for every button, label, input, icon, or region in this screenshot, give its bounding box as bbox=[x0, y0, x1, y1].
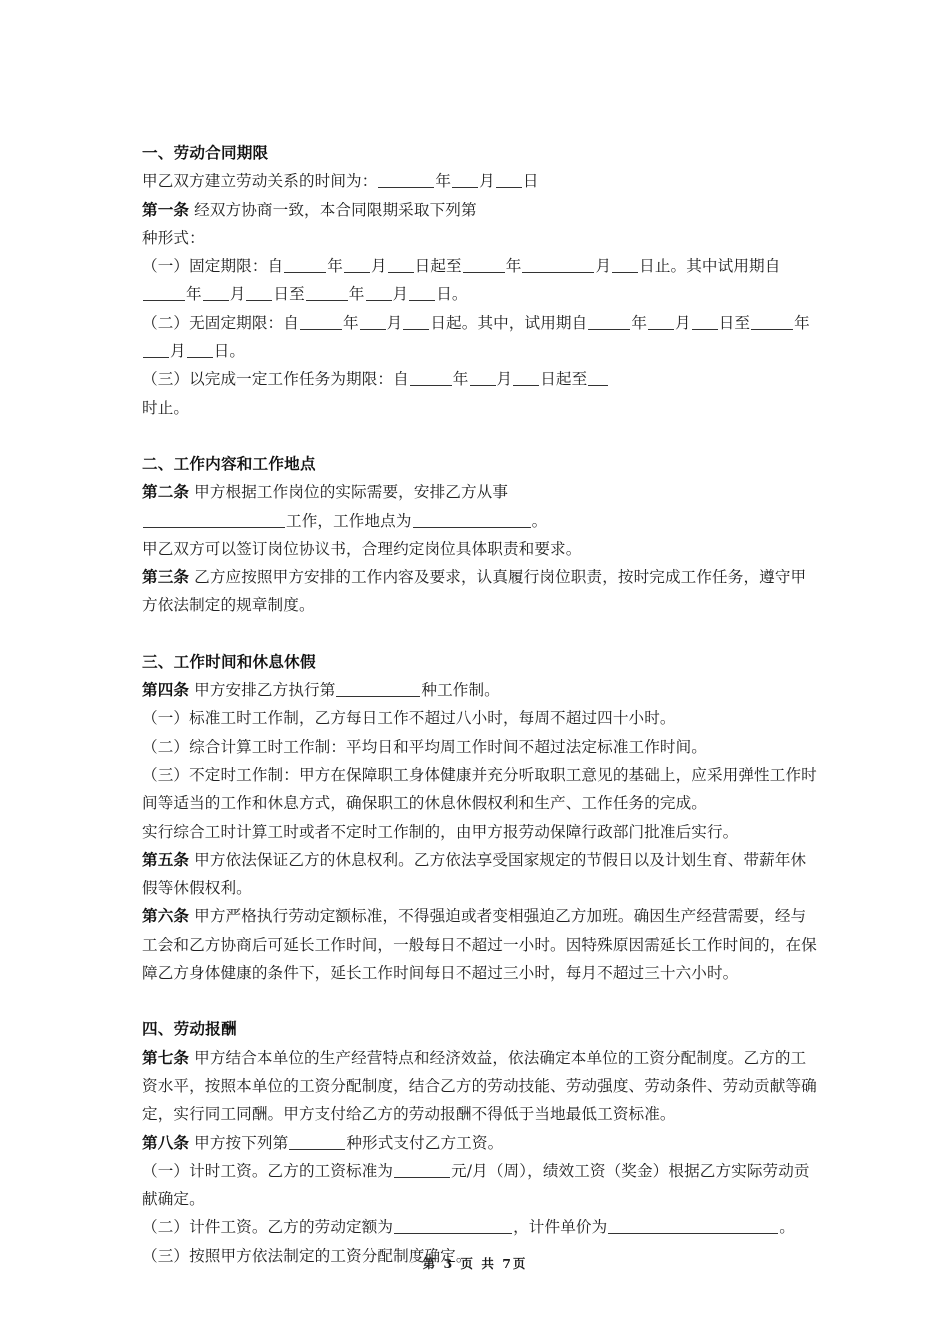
unit-month: 月 bbox=[229, 285, 246, 304]
text-run: 甲方根据工作岗位的实际需要，安排乙方从事 bbox=[194, 483, 509, 502]
document-body bbox=[142, 139, 818, 1270]
unit-year: 年 bbox=[505, 257, 522, 276]
unit-month: 月 bbox=[170, 342, 186, 361]
unit-year: 年 bbox=[186, 285, 202, 304]
blank-field-day[interactable] bbox=[496, 173, 522, 188]
text-run: 元/月（周），绩效工资（奖金）根据乙方实际劳动贡献确定。 bbox=[142, 1161, 810, 1209]
section-heading-4: 四、劳动报酬 bbox=[142, 1019, 237, 1039]
article-label-5: 第五条 bbox=[142, 849, 190, 869]
clause-1-2-open-term bbox=[142, 309, 818, 366]
clause-4-3-company-system: （三）按照甲方依法制定的工资分配制度确定。 bbox=[142, 1246, 472, 1265]
article-label-2: 第二条 bbox=[142, 482, 190, 502]
blank-field-open-start-year[interactable] bbox=[300, 315, 342, 330]
text-probation-intro: 日止。其中试用期自 bbox=[639, 257, 781, 276]
article-2 bbox=[142, 478, 818, 506]
clause-3-2-comprehensive-hours: （二）综合计算工时工作制：平均日和平均周工作时间不超过法定标准工作时间。 bbox=[142, 737, 707, 756]
unit-month: 月 bbox=[386, 313, 403, 332]
text-run: 经双方协商一致，本合同限期采取下列第 bbox=[194, 200, 477, 219]
blank-field-probation-end-month[interactable] bbox=[366, 286, 392, 301]
connector-until: 日至 bbox=[273, 285, 305, 304]
blank-field-start-day[interactable] bbox=[388, 258, 414, 273]
text-run: （三）以完成一定工作任务为期限：自 bbox=[142, 370, 409, 389]
unit-day: 日 bbox=[436, 285, 452, 304]
unit-month: 月 bbox=[595, 257, 612, 276]
section-heading-1: 一、劳动合同期限 bbox=[142, 143, 269, 162]
punct-period: 。 bbox=[779, 1218, 795, 1237]
text-run: （一）计时工资。乙方的工资标准为 bbox=[142, 1161, 394, 1180]
unit-year: 年 bbox=[452, 370, 469, 389]
article-label-8: 第八条 bbox=[142, 1132, 190, 1152]
clause-1-3-task-term bbox=[142, 365, 818, 393]
blank-field-piece-rate[interactable] bbox=[608, 1219, 778, 1234]
blank-field-year[interactable] bbox=[378, 173, 434, 188]
blank-field-open-probation-end-day[interactable] bbox=[187, 343, 213, 358]
punct-period: 。 bbox=[229, 342, 246, 361]
blank-field-payment-form[interactable] bbox=[289, 1135, 345, 1150]
unit-day: 日 bbox=[522, 172, 539, 191]
blank-field-task-start-month[interactable] bbox=[470, 371, 496, 386]
section-spacer bbox=[142, 987, 818, 1015]
article-4 bbox=[142, 676, 818, 704]
article-1 bbox=[142, 196, 818, 224]
blank-field-labor-quota[interactable] bbox=[394, 1219, 512, 1234]
unit-day: 日 bbox=[213, 342, 230, 361]
unit-month: 月 bbox=[479, 172, 495, 191]
unit-year: 年 bbox=[631, 313, 648, 332]
article-7 bbox=[142, 1044, 818, 1129]
unit-year: 年 bbox=[348, 285, 365, 304]
unit-year: 年 bbox=[794, 313, 810, 332]
text-run: 工作，工作地点为 bbox=[286, 511, 412, 530]
blank-field-task-start-day[interactable] bbox=[513, 371, 539, 386]
blank-field-end-month[interactable] bbox=[522, 258, 594, 273]
article-5 bbox=[142, 846, 818, 903]
text-run: 乙方应按照甲方安排的工作内容及要求，认真履行岗位职责，按时完成工作任务，遵守甲方依法制定的规章制度。 bbox=[142, 568, 807, 615]
clause-3-1-standard-hours: （一）标准工时工作制，乙方每日工作不超过八小时，每周不超过四十小时。 bbox=[142, 709, 676, 728]
blank-field-task-start-year[interactable] bbox=[410, 371, 452, 386]
article-3 bbox=[142, 563, 818, 620]
blank-field-task-end[interactable] bbox=[588, 371, 608, 386]
clause-4-1-hourly-wage bbox=[142, 1157, 818, 1214]
blank-field-work-location[interactable] bbox=[413, 513, 531, 528]
section-spacer bbox=[142, 620, 818, 648]
blank-field-open-probation-end-year[interactable] bbox=[751, 315, 793, 330]
blank-field-probation-start-day[interactable] bbox=[246, 286, 272, 301]
connector-until: 日至 bbox=[718, 313, 751, 332]
blank-field-probation-start-month[interactable] bbox=[203, 286, 229, 301]
clause-1-1-fixed-term bbox=[142, 252, 818, 309]
article-1-cont: 种形式： bbox=[142, 228, 205, 247]
text-run: ，计件单价为 bbox=[513, 1218, 608, 1237]
unit-month: 月 bbox=[496, 370, 513, 389]
page-footer: 第 3 页 共 7页 bbox=[422, 1256, 528, 1271]
blank-field-open-start-day[interactable] bbox=[403, 315, 429, 330]
unit-month: 月 bbox=[675, 313, 691, 332]
blank-field-end-year[interactable] bbox=[463, 258, 505, 273]
text-run: 甲方依法保证乙方的休息权利。乙方依法享受国家规定的节假日以及计划生育、带薪年休假等休假权利。 bbox=[142, 850, 807, 898]
article-label-7: 第七条 bbox=[142, 1047, 190, 1067]
text-run: 甲方安排乙方执行第 bbox=[194, 681, 336, 700]
punct-period: 。 bbox=[451, 285, 468, 304]
text-run: 种形式支付乙方工资。 bbox=[346, 1133, 504, 1152]
unit-year: 年 bbox=[327, 257, 343, 276]
connector-start-to: 日起至 bbox=[540, 370, 588, 389]
blank-field-start-year[interactable] bbox=[284, 258, 326, 273]
text-run: 甲方按下列第 bbox=[194, 1133, 289, 1152]
paragraph-relationship-date bbox=[142, 167, 818, 195]
text-probation-intro-2: 日起。其中，试用期自 bbox=[430, 313, 588, 332]
blank-field-wage-standard[interactable] bbox=[394, 1163, 450, 1178]
blank-field-open-probation-start-day[interactable] bbox=[692, 315, 718, 330]
clause-3-approval-note: 实行综合工时计算工时或者不定时工作制的，由甲方报劳动保障行政部门批准后实行。 bbox=[142, 822, 739, 841]
blank-field-open-probation-start-year[interactable] bbox=[588, 315, 630, 330]
unit-year: 年 bbox=[435, 172, 452, 191]
blank-field-probation-start-year[interactable] bbox=[143, 286, 185, 301]
blank-field-probation-end-day[interactable] bbox=[409, 286, 435, 301]
text-run: 甲方结合本单位的生产经营特点和经济效益，依法确定本单位的工资分配制度。乙方的工资水平，按照本单位的工资分配制度，结合乙方的劳动技能、劳动强度、劳动条件、劳动贡献等确定，实行同工同酬。甲方支付给乙方的劳动报酬不得低于当地最低工资标准。 bbox=[142, 1048, 817, 1124]
clause-1-3-cont: 时止。 bbox=[142, 398, 190, 417]
punct-period: 。 bbox=[531, 511, 548, 530]
blank-field-open-start-month[interactable] bbox=[360, 315, 386, 330]
section-heading-3: 三、工作时间和休息休假 bbox=[142, 651, 316, 671]
unit-month: 月 bbox=[392, 285, 409, 304]
article-2-agreement-note: 甲乙双方可以签订岗位协议书，合理约定岗位具体职责和要求。 bbox=[142, 539, 582, 558]
blank-field-month[interactable] bbox=[452, 173, 478, 188]
article-label-3: 第三条 bbox=[142, 567, 190, 587]
article-2-job-location bbox=[142, 507, 818, 535]
text-run: （一）固定期限：自 bbox=[142, 257, 284, 276]
section-heading-2: 二、工作内容和工作地点 bbox=[142, 453, 316, 473]
unit-year: 年 bbox=[342, 313, 359, 332]
text-run: 甲乙双方建立劳动关系的时间为： bbox=[142, 172, 378, 191]
text-run: （二）无固定期限：自 bbox=[142, 313, 299, 332]
clause-3-3-flexible-hours: （三）不定时工作制：甲方在保障职工身体健康并充分听取职工意见的基础上，应采用弹性工作时间等适当的工作和休息方式，确保职工的休息休假权利和生产、工作任务的完成。 bbox=[142, 765, 817, 813]
blank-field-job-content[interactable] bbox=[143, 513, 285, 528]
blank-field-work-system[interactable] bbox=[336, 682, 420, 697]
blank-field-start-month[interactable] bbox=[344, 258, 370, 273]
connector-to: 日起至 bbox=[414, 257, 462, 276]
article-label-4: 第四条 bbox=[142, 680, 190, 700]
article-label-1: 第一条 bbox=[142, 199, 190, 219]
article-8 bbox=[142, 1129, 818, 1157]
text-run: 种工作制。 bbox=[421, 681, 500, 700]
blank-field-open-probation-start-month[interactable] bbox=[648, 315, 674, 330]
blank-field-probation-end-year[interactable] bbox=[306, 286, 348, 301]
text-run: （二）计件工资。乙方的劳动定额为 bbox=[142, 1218, 394, 1237]
text-run: 甲方严格执行劳动定额标准，不得强迫或者变相强迫乙方加班。确因生产经营需要，经与工会和乙方协商后可延长工作时间，一般每日不超过一小时。因特殊原因需延长工作时间的，在保障乙方身体健康的条件下，延长工作时间每日不超过三小时，每月不超过三十六小时。 bbox=[142, 907, 817, 983]
blank-field-open-probation-end-month[interactable] bbox=[143, 343, 169, 358]
article-6 bbox=[142, 902, 818, 987]
section-spacer bbox=[142, 422, 818, 450]
clause-4-2-piece-wage bbox=[142, 1213, 818, 1241]
article-label-6: 第六条 bbox=[142, 906, 190, 926]
blank-field-end-day[interactable] bbox=[612, 258, 638, 273]
unit-month: 月 bbox=[370, 257, 387, 276]
